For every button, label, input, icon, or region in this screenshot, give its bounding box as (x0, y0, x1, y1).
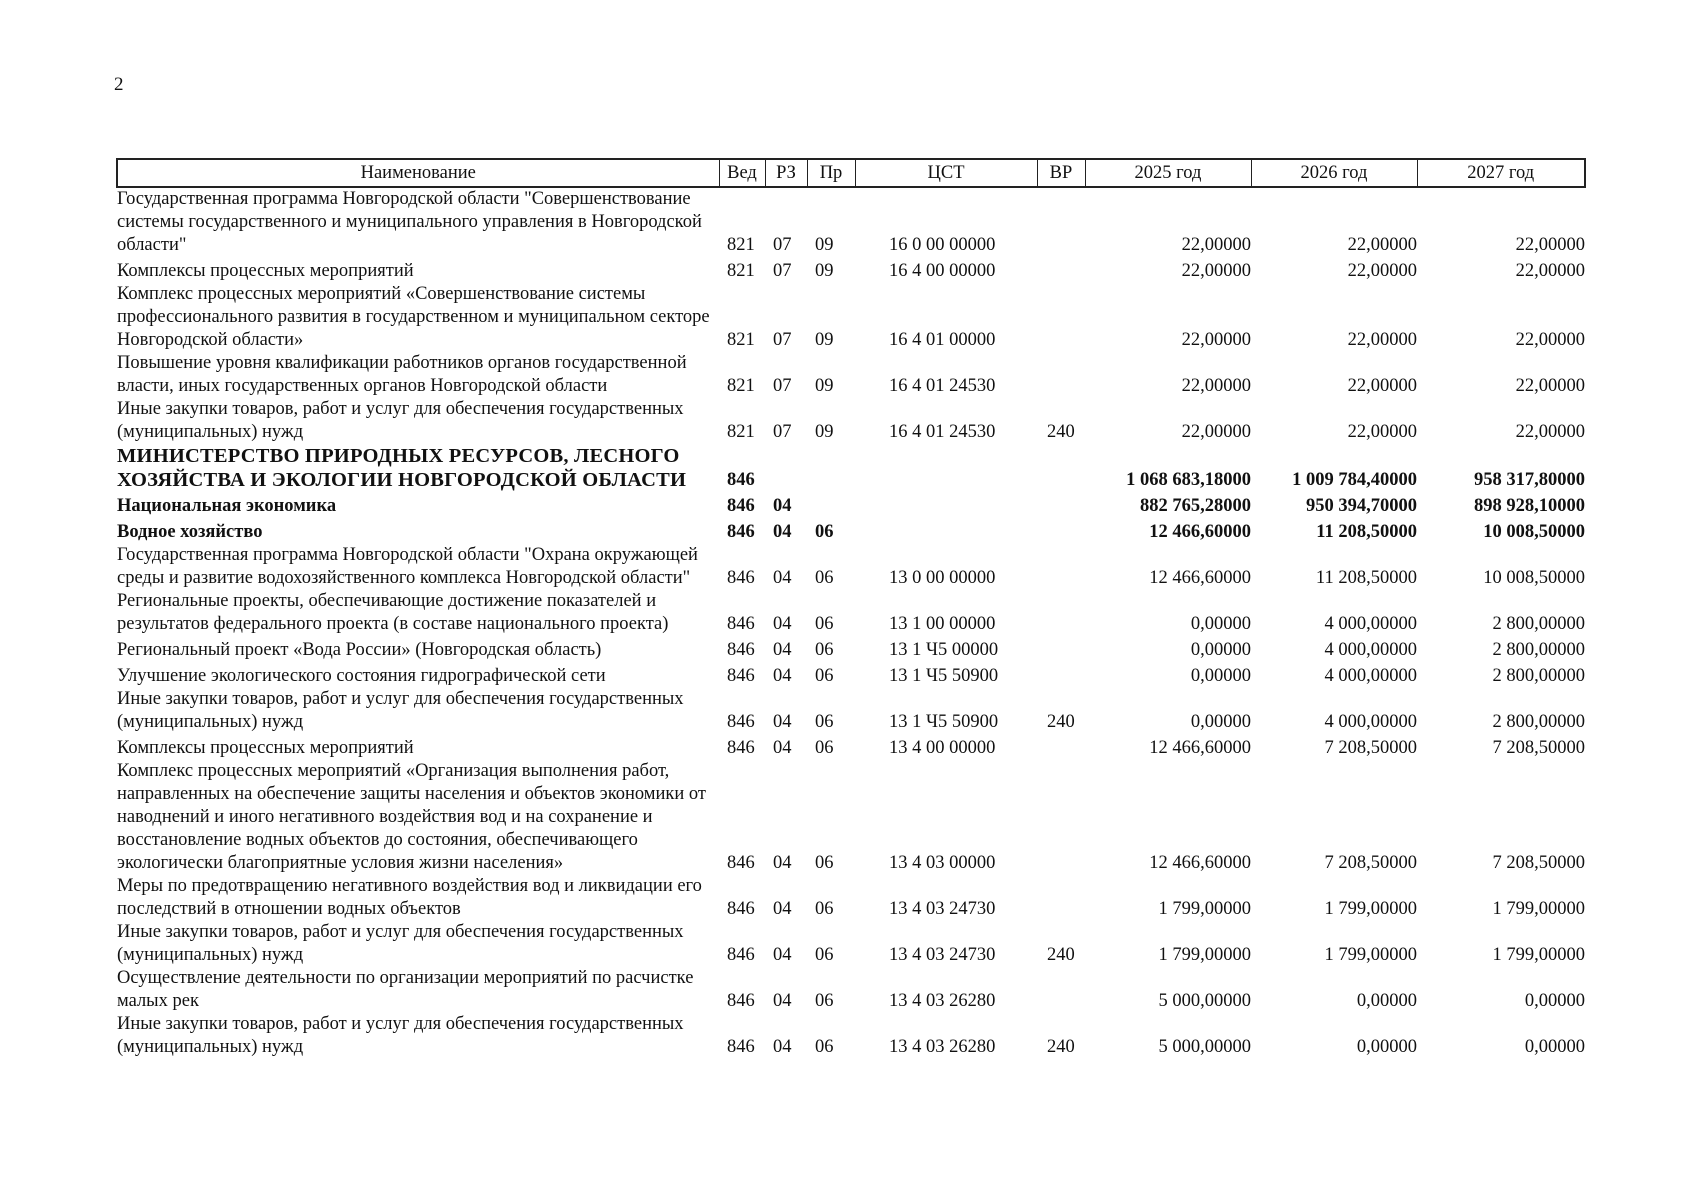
row-vr (1037, 518, 1085, 544)
row-pr: 06 (815, 853, 834, 873)
row-rz: 04 (773, 853, 792, 873)
row-ved: 846 (727, 522, 755, 542)
row-2026: 22,00000 (1347, 235, 1417, 255)
row-pr (807, 492, 855, 518)
row-ved: 821 (727, 376, 755, 396)
row-vr (1037, 283, 1085, 352)
row-2026: 950 394,70000 (1306, 496, 1417, 516)
row-ved: 846 (727, 899, 755, 919)
row-2025: 1 799,00000 (1158, 899, 1251, 919)
row-name: Повышение уровня квалификации работников органов государственной власти, иных государственных органов Новгородской области (117, 353, 687, 396)
row-2025: 22,00000 (1181, 330, 1251, 350)
row-cst: 16 4 00 00000 (889, 261, 996, 281)
row-ved: 821 (727, 235, 755, 255)
header-2026: 2026 год (1251, 159, 1417, 187)
row-2027: 22,00000 (1515, 376, 1585, 396)
budget-table-container (116, 158, 1584, 1059)
row-name: Комплекс процессных мероприятий «Совершенствование системы профессионального развития в государственном и муниципальном секторе Новгородской области» (117, 284, 710, 350)
row-2027: 2 800,00000 (1492, 666, 1585, 686)
row-rz: 04 (773, 568, 792, 588)
table-row (117, 444, 1585, 492)
row-cst: 16 0 00 00000 (889, 235, 996, 255)
row-cst: 13 4 00 00000 (889, 738, 996, 758)
row-name: Комплекс процессных мероприятий «Организация выполнения работ, направленных на обеспечение защиты населения и объектов экономики от наводнений и иного негативного воздействия вод и на сохранение и восстановление водных объектов до состояния, обеспечивающего экологически благоприятные условия жизни населения» (117, 761, 707, 873)
row-name: Иные закупки товаров, работ и услуг для обеспечения государственных (муниципальных) нужд (117, 399, 684, 442)
row-rz: 04 (773, 899, 792, 919)
row-2027: 22,00000 (1515, 422, 1585, 442)
row-rz: 04 (773, 640, 792, 660)
row-2027: 22,00000 (1515, 235, 1585, 255)
row-ved: 846 (727, 1037, 755, 1057)
row-2025: 0,00000 (1190, 640, 1251, 660)
row-vr (1037, 544, 1085, 590)
row-vr (1037, 352, 1085, 398)
row-pr: 06 (815, 1037, 834, 1057)
row-2027: 1 799,00000 (1492, 945, 1585, 965)
row-2025: 22,00000 (1181, 376, 1251, 396)
table-row (117, 760, 1585, 875)
row-vr (1037, 875, 1085, 921)
budget-table (116, 158, 1586, 1059)
row-cst (855, 444, 1037, 492)
row-ved: 821 (727, 261, 755, 281)
row-2026: 11 208,50000 (1316, 522, 1417, 542)
header-cst: ЦСТ (855, 159, 1037, 187)
row-2026: 0,00000 (1356, 1037, 1417, 1057)
table-row (117, 1013, 1585, 1059)
table-row (117, 734, 1585, 760)
row-cst: 13 0 00 00000 (889, 568, 996, 588)
row-2025: 12 466,60000 (1149, 522, 1251, 542)
row-name: МИНИСТЕРСТВО ПРИРОДНЫХ РЕСУРСОВ, ЛЕСНОГО ХОЗЯЙСТВА И ЭКОЛОГИИ НОВГОРОДСКОЙ ОБЛАСТИ (117, 445, 687, 491)
row-pr: 06 (815, 945, 834, 965)
row-pr: 09 (815, 376, 834, 396)
row-2027: 22,00000 (1515, 261, 1585, 281)
row-2025: 882 765,28000 (1140, 496, 1251, 516)
row-pr: 06 (815, 899, 834, 919)
row-2025: 0,00000 (1190, 712, 1251, 732)
row-2026: 4 000,00000 (1324, 614, 1417, 634)
row-rz: 04 (773, 522, 792, 542)
row-vr (1037, 492, 1085, 518)
row-name: Иные закупки товаров, работ и услуг для обеспечения государственных (муниципальных) нужд (117, 689, 684, 732)
table-row (117, 875, 1585, 921)
table-row (117, 187, 1585, 257)
table-row (117, 283, 1585, 352)
row-name: Осуществление деятельности по организации мероприятий по расчистке малых рек (117, 968, 694, 1011)
row-pr: 09 (815, 422, 834, 442)
row-rz: 04 (773, 738, 792, 758)
row-rz: 04 (773, 991, 792, 1011)
row-2026: 4 000,00000 (1324, 640, 1417, 660)
row-2026: 22,00000 (1347, 422, 1417, 442)
row-cst: 13 4 03 26280 (889, 1037, 996, 1057)
row-ved: 846 (727, 614, 755, 634)
row-cst: 13 1 Ч5 50900 (889, 666, 999, 686)
row-vr (1037, 590, 1085, 636)
row-vr: 240 (1047, 712, 1075, 732)
row-vr: 240 (1047, 422, 1075, 442)
row-cst: 13 4 03 24730 (889, 945, 996, 965)
row-ved: 846 (727, 853, 755, 873)
row-name: Водное хозяйство (117, 522, 263, 542)
row-2026: 22,00000 (1347, 330, 1417, 350)
row-vr (1037, 662, 1085, 688)
table-row (117, 921, 1585, 967)
row-ved: 846 (727, 738, 755, 758)
row-rz (765, 444, 807, 492)
row-2027: 958 317,80000 (1474, 470, 1585, 490)
row-2027: 2 800,00000 (1492, 712, 1585, 732)
table-row (117, 518, 1585, 544)
row-cst: 13 4 03 00000 (889, 853, 996, 873)
row-2026: 22,00000 (1347, 376, 1417, 396)
row-rz: 07 (773, 261, 792, 281)
row-cst: 13 4 03 24730 (889, 899, 996, 919)
header-name: Наименование (117, 159, 719, 187)
row-ved: 846 (727, 470, 755, 490)
row-2026: 22,00000 (1347, 261, 1417, 281)
table-row (117, 662, 1585, 688)
row-2027: 7 208,50000 (1492, 853, 1585, 873)
row-2027: 898 928,10000 (1474, 496, 1585, 516)
row-pr: 06 (815, 568, 834, 588)
row-2027: 10 008,50000 (1483, 522, 1585, 542)
row-cst: 16 4 01 24530 (889, 422, 996, 442)
header-pr: Пр (807, 159, 855, 187)
row-2025: 1 799,00000 (1158, 945, 1251, 965)
row-2025: 0,00000 (1190, 666, 1251, 686)
row-vr (1037, 734, 1085, 760)
table-body (117, 187, 1585, 1059)
row-2027: 22,00000 (1515, 330, 1585, 350)
table-row (117, 544, 1585, 590)
row-pr: 06 (815, 666, 834, 686)
row-2026: 1 799,00000 (1324, 945, 1417, 965)
row-vr (1037, 257, 1085, 283)
row-pr: 06 (815, 712, 834, 732)
row-ved: 846 (727, 640, 755, 660)
row-2027: 2 800,00000 (1492, 614, 1585, 634)
row-2027: 10 008,50000 (1483, 568, 1585, 588)
table-row (117, 352, 1585, 398)
row-vr: 240 (1047, 1037, 1075, 1057)
row-2025: 5 000,00000 (1158, 1037, 1251, 1057)
row-name: Улучшение экологического состояния гидрографической сети (117, 666, 606, 686)
row-vr (1037, 967, 1085, 1013)
row-2026: 7 208,50000 (1324, 853, 1417, 873)
row-name: Национальная экономика (117, 496, 337, 516)
row-cst: 16 4 01 24530 (889, 376, 996, 396)
row-cst: 13 1 00 00000 (889, 614, 996, 634)
row-name: Меры по предотвращению негативного воздействия вод и ликвидации его последствий в отношении водных объектов (117, 876, 702, 919)
row-2025: 22,00000 (1181, 235, 1251, 255)
row-2025: 1 068 683,18000 (1126, 470, 1251, 490)
row-name: Региональные проекты, обеспечивающие достижение показателей и результатов федерального проекта (в составе национального проекта) (117, 591, 669, 634)
row-cst: 13 1 Ч5 50900 (889, 712, 999, 732)
row-2025: 0,00000 (1190, 614, 1251, 634)
row-2025: 12 466,60000 (1149, 853, 1251, 873)
row-rz: 04 (773, 666, 792, 686)
row-2027: 7 208,50000 (1492, 738, 1585, 758)
header-vr: ВР (1037, 159, 1085, 187)
row-pr: 09 (815, 261, 834, 281)
row-pr (807, 444, 855, 492)
header-2025: 2025 год (1085, 159, 1251, 187)
row-2026: 4 000,00000 (1324, 712, 1417, 732)
row-2025: 22,00000 (1181, 422, 1251, 442)
page-number: 2 (114, 74, 124, 95)
row-name: Государственная программа Новгородской области "Совершенствование системы государственного и муниципального управления в Новгородской области" (117, 189, 702, 255)
row-name: Комплексы процессных мероприятий (117, 738, 414, 758)
table-row (117, 688, 1585, 734)
table-row (117, 257, 1585, 283)
row-2027: 2 800,00000 (1492, 640, 1585, 660)
row-pr: 06 (815, 640, 834, 660)
row-rz: 07 (773, 330, 792, 350)
row-cst: 13 4 03 26280 (889, 991, 996, 1011)
row-rz: 04 (773, 614, 792, 634)
row-pr: 09 (815, 235, 834, 255)
row-ved: 821 (727, 330, 755, 350)
row-2025: 22,00000 (1181, 261, 1251, 281)
row-name: Комплексы процессных мероприятий (117, 261, 414, 281)
row-2025: 12 466,60000 (1149, 568, 1251, 588)
table-row (117, 967, 1585, 1013)
row-rz: 04 (773, 496, 792, 516)
row-pr: 06 (815, 738, 834, 758)
row-pr: 09 (815, 330, 834, 350)
row-vr: 240 (1047, 945, 1075, 965)
row-2026: 4 000,00000 (1324, 666, 1417, 686)
row-2025: 5 000,00000 (1158, 991, 1251, 1011)
row-2026: 11 208,50000 (1315, 568, 1417, 588)
row-name: Государственная программа Новгородской области "Охрана окружающей среды и развитие водохозяйственного комплекса Новгородской области" (117, 545, 698, 588)
table-row (117, 636, 1585, 662)
row-ved: 846 (727, 666, 755, 686)
row-rz: 04 (773, 712, 792, 732)
row-name: Региональный проект «Вода России» (Новгородская область) (117, 640, 602, 660)
row-pr: 06 (815, 991, 834, 1011)
row-2027: 0,00000 (1524, 991, 1585, 1011)
row-pr: 06 (815, 522, 834, 542)
row-vr (1037, 444, 1085, 492)
row-ved: 846 (727, 991, 755, 1011)
row-2026: 1 009 784,40000 (1292, 470, 1417, 490)
row-name: Иные закупки товаров, работ и услуг для обеспечения государственных (муниципальных) нужд (117, 922, 684, 965)
row-2026: 1 799,00000 (1324, 899, 1417, 919)
row-cst: 13 1 Ч5 00000 (889, 640, 999, 660)
row-rz: 07 (773, 376, 792, 396)
row-rz: 07 (773, 235, 792, 255)
row-ved: 846 (727, 945, 755, 965)
row-2027: 1 799,00000 (1492, 899, 1585, 919)
row-vr (1037, 187, 1085, 257)
row-rz: 04 (773, 1037, 792, 1057)
row-cst: 16 4 01 00000 (889, 330, 996, 350)
row-pr: 06 (815, 614, 834, 634)
row-ved: 846 (727, 496, 755, 516)
table-header (117, 159, 1585, 187)
row-2026: 7 208,50000 (1324, 738, 1417, 758)
row-rz: 07 (773, 422, 792, 442)
header-ved: Вед (719, 159, 765, 187)
header-rz: РЗ (765, 159, 807, 187)
row-vr (1037, 636, 1085, 662)
row-ved: 846 (727, 568, 755, 588)
row-ved: 821 (727, 422, 755, 442)
row-rz: 04 (773, 945, 792, 965)
row-ved: 846 (727, 712, 755, 732)
table-row (117, 398, 1585, 444)
row-name: Иные закупки товаров, работ и услуг для обеспечения государственных (муниципальных) нужд (117, 1014, 684, 1057)
row-cst (855, 518, 1037, 544)
row-2026: 0,00000 (1356, 991, 1417, 1011)
row-2025: 12 466,60000 (1149, 738, 1251, 758)
row-vr (1037, 760, 1085, 875)
row-cst (855, 492, 1037, 518)
row-2027: 0,00000 (1524, 1037, 1585, 1057)
table-row (117, 492, 1585, 518)
header-2027: 2027 год (1417, 159, 1585, 187)
table-row (117, 590, 1585, 636)
